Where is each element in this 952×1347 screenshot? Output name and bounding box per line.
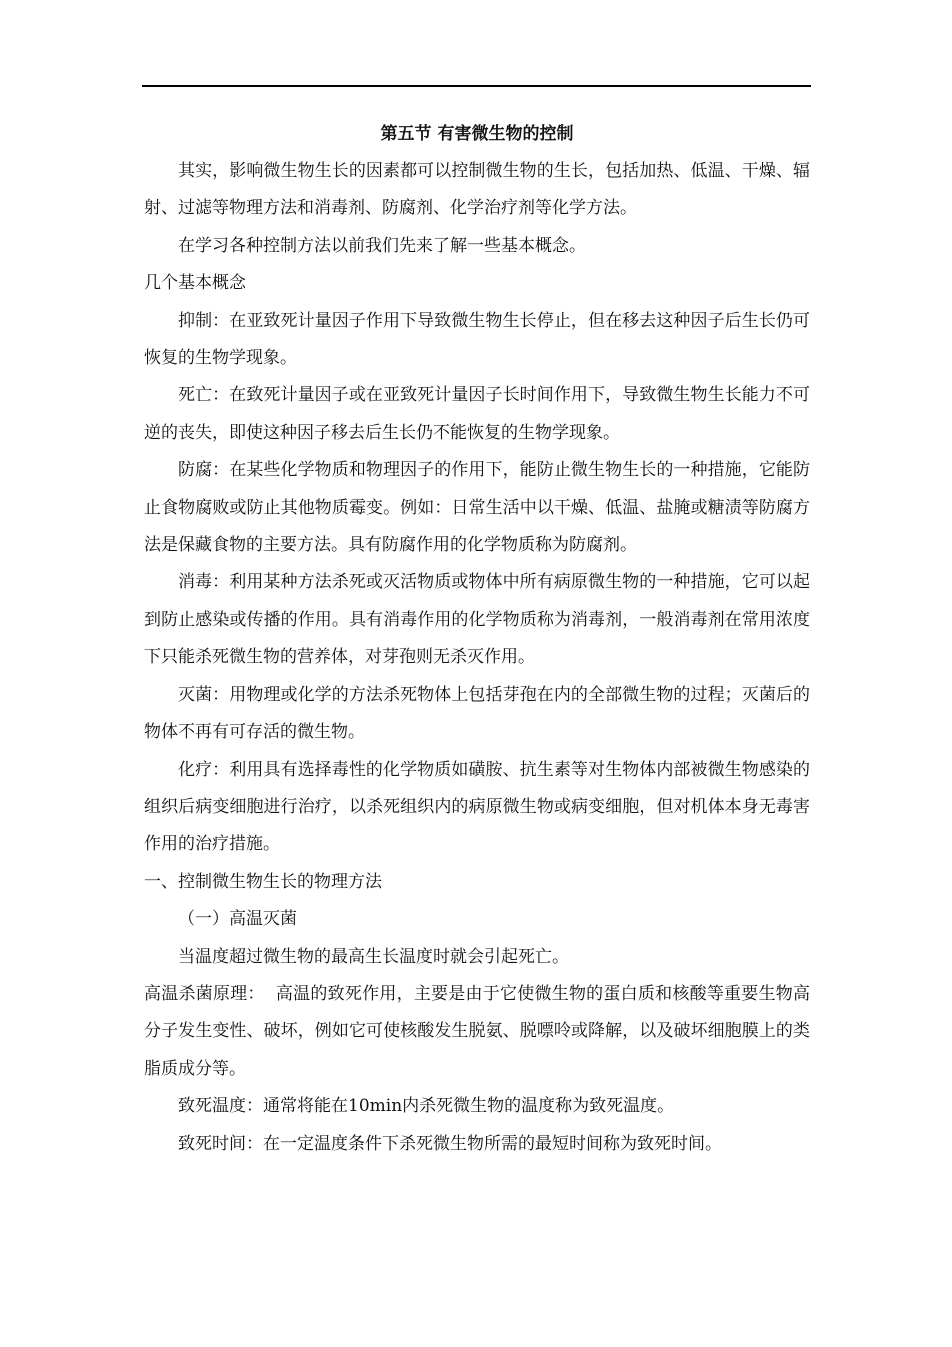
principle-paragraph [144, 976, 810, 1088]
lethal-time-text: 在一定温度条件下杀死微生物所需的最短时间称为致死时间。 [263, 1133, 722, 1154]
high-temp-paragraph: 当温度超过微生物的最高生长温度时就会引起死亡。 [178, 946, 569, 967]
concept-text: 在致死计量因子或在亚致死计量因子长时间作用下，导致微生物生长能力不可逆的丧失，即使这种因子移去后生长仍不能恢复的生物学现象。 [144, 385, 810, 443]
intro-paragraph: 其实，影响微生物生长的因素都可以控制微生物的生长，包括加热、低温、干燥、辐射、过滤等物理方法和消毒剂、防腐剂、化学治疗剂等化学方法。 [144, 161, 810, 219]
lethal-temp-text: 通常将能在10min内杀死微生物的温度称为致死温度。 [263, 1096, 675, 1117]
concept-disinfection [144, 564, 810, 676]
concept-term: 死亡： [178, 385, 230, 406]
concept-term: 灭菌： [178, 684, 230, 705]
concept-term: 化疗： [178, 759, 230, 780]
lethal-temp-term: 致死温度： [178, 1096, 263, 1117]
concept-death [144, 377, 810, 452]
concept-term: 消毒： [178, 572, 230, 593]
concept-sterilization [144, 677, 810, 752]
subheading-high-temp: （一）高温灭菌 [178, 909, 297, 930]
concept-antisepsis [144, 452, 810, 564]
concept-text: 利用某种方法杀死或灭活物质或物体中所有病原微生物的一种措施，它可以起到防止感染或传播的作用。具有消毒作用的化学物质称为消毒剂，一般消毒剂在常用浓度下只能杀死微生物的营养体，对芽孢则无杀灭作用。 [144, 572, 810, 668]
concept-text: 用物理或化学的方法杀死物体上包括芽孢在内的全部微生物的过程；灭菌后的物体不再有可存活的微生物。 [144, 684, 810, 743]
concept-chemotherapy [144, 752, 810, 864]
concept-term: 抑制： [178, 310, 230, 331]
concept-term: 防腐： [178, 460, 230, 481]
lethal-time-paragraph [144, 1126, 810, 1163]
heading-physical-methods: 一、控制微生物生长的物理方法 [144, 871, 382, 892]
concept-text: 在某些化学物质和物理因子的作用下，能防止微生物生长的一种措施，它能防止食物腐败或防止其他物质霉变。例如：日常生活中以干燥、低温、盐腌或糖渍等防腐方法是保藏食物的主要方法。具有防腐作用的化学物质称为防腐剂。 [144, 460, 810, 556]
lethal-time-term: 致死时间： [178, 1133, 263, 1154]
section-title: 第五节 有害微生物的控制 [380, 124, 574, 144]
principle-label: 高温杀菌原理： [144, 983, 265, 1004]
lethal-temp-paragraph [144, 1088, 810, 1125]
header-rule [142, 85, 811, 87]
principle-text: 高温的致死作用，主要是由于它使微生物的蛋白质和核酸等重要生物高分子发生变性、破坏，例如它可使核酸发生脱氨、脱嘌呤或降解，以及破坏细胞膜上的类脂质成分等。 [144, 983, 811, 1079]
document-body [144, 116, 810, 1163]
concept-text: 利用具有选择毒性的化学物质如磺胺、抗生素等对生物体内部被微生物感染的组织后病变细胞进行治疗，以杀死组织内的病原微生物或病变细胞，但对机体本身无毒害作用的治疗措施。 [144, 759, 810, 855]
concept-text: 在亚致死计量因子作用下导致微生物生长停止，但在移去这种因子后生长仍可恢复的生物学现象。 [144, 310, 810, 369]
heading-basic-concepts: 几个基本概念 [144, 273, 246, 294]
intro-paragraph-2: 在学习各种控制方法以前我们先来了解一些基本概念。 [178, 235, 586, 256]
concept-inhibition [144, 303, 810, 378]
